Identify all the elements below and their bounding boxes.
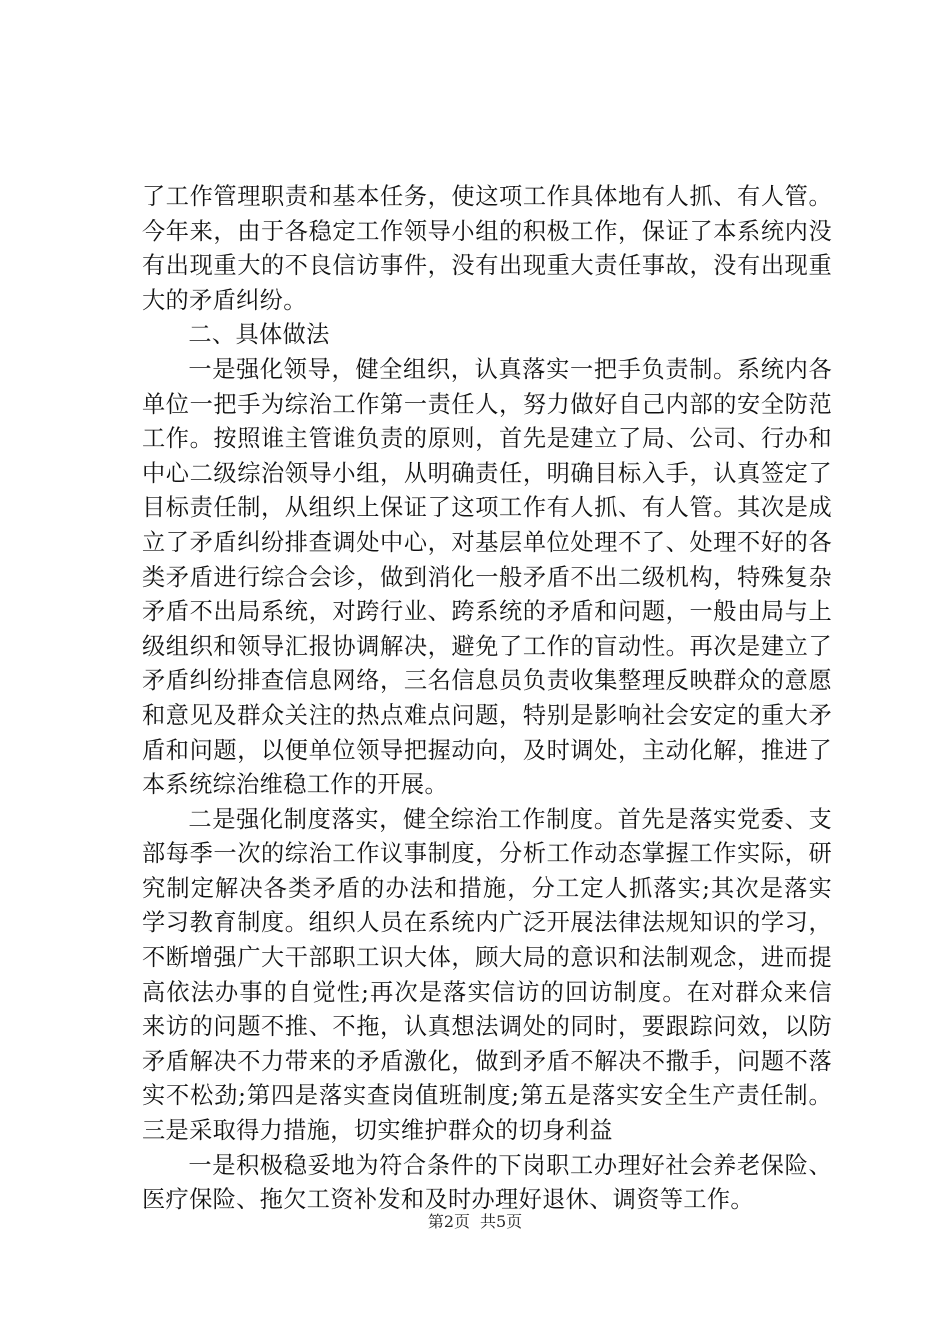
page-number: 第2页 xyxy=(427,1212,470,1231)
section-heading: 二、具体做法 xyxy=(188,321,330,349)
paragraph-continuation: 了工作管理职责和基本任务，使这项工作具体地有人抓、有人管。今年来，由于各稳定工作领导小组的积极工作，保证了本系统内没有出现重大的不良信访事件，没有出现重大责任事故，没有出现重大的矛盾纠纷。 xyxy=(142,183,832,314)
page-total: 共5页 xyxy=(480,1212,523,1231)
paragraph-item-3: 一是积极稳妥地为符合条件的下岗职工办理好社会养老保险、医疗保险、拖欠工资补发和及时办理好退休、调资等工作。 xyxy=(142,1151,832,1214)
paragraph-item-2: 二是强化制度落实，健全综治工作制度。首先是落实党委、支部每季一次的综治工作议事制度，分析工作动态掌握工作实际，研究制定解决各类矛盾的办法和措施，分工定人抓落实;其次是落实学习教育制度。组织人员在系统内广泛开展法律法规知识的学习，不断增强广大干部职工识大体，顾大局的意识和法制观念，进而提高依法办事的自觉性;再次是落实信访的回访制度。在对群众来信来访的问题不推、不拖，认真想法调处的同时，要跟踪问效，以防矛盾解决不力带来的矛盾激化，做到矛盾不解决不撒手，问题不落实不松劲;第四是落实查岗值班制度;第五是落实安全生产责任制。三是采取得力措施，切实维护群众的切身利益 xyxy=(142,805,832,1145)
page-footer xyxy=(0,1212,950,1232)
document-body xyxy=(142,180,832,1218)
paragraph-item-1: 一是强化领导，健全组织，认真落实一把手负责制。系统内各单位一把手为综治工作第一责任人，努力做好自己内部的安全防范工作。按照谁主管谁负责的原则，首先是建立了局、公司、行办和中心二级综治领导小组，从明确责任，明确目标入手，认真签定了目标责任制，从组织上保证了这项工作有人抓、有人管。其次是成立了矛盾纠纷排查调处中心，对基层单位处理不了、处理不好的各类矛盾进行综合会诊，做到消化一般矛盾不出二级机构，特殊复杂矛盾不出局系统，对跨行业、跨系统的矛盾和问题，一般由局与上级组织和领导汇报协调解决，避免了工作的盲动性。再次是建立了矛盾纠纷排查信息网络，三名信息员负责收集整理反映群众的意愿和意见及群众关注的热点难点问题，特别是影响社会安定的重大矛盾和问题，以便单位领导把握动向，及时调处，主动化解，推进了本系统综治维稳工作的开展。 xyxy=(142,355,832,799)
